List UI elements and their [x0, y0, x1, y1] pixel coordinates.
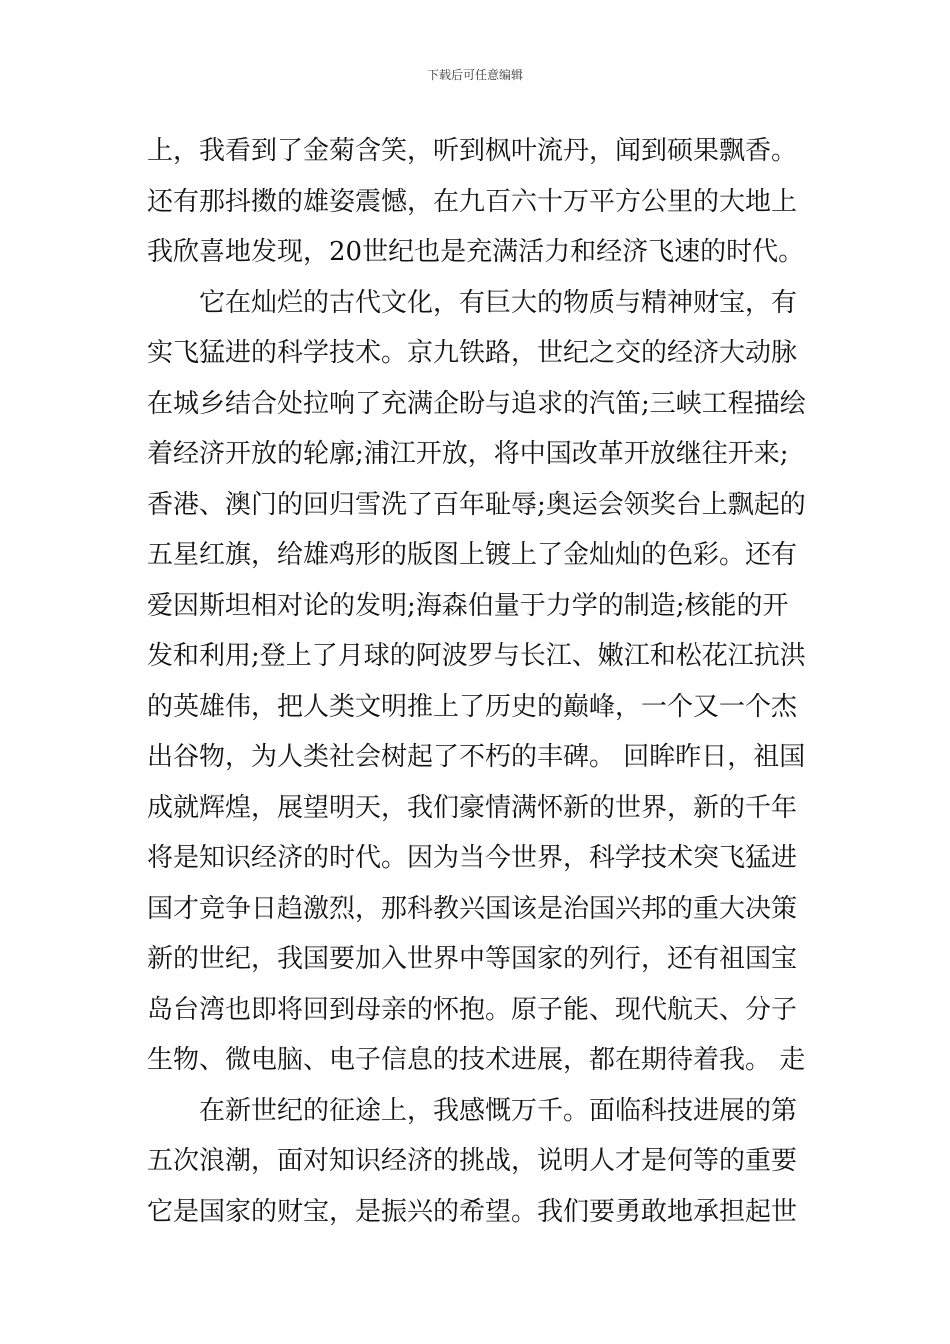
text-line: 我欣喜地发现，20世纪也是充满活力和经济飞速的时代。	[147, 237, 805, 267]
text-line: 成就辉煌，展望明天，我们豪情满怀新的世界，新的千年	[147, 792, 798, 823]
text-line: 它是国家的财宝，是振兴的希望。我们要勇敢地承担起世	[147, 1196, 798, 1227]
text-line: 还有那抖擞的雄姿震憾，在九百六十万平方公里的大地上	[147, 186, 798, 217]
text-line: 生物、微电脑、电子信息的技术进展，都在期待着我。 走	[147, 1045, 806, 1075]
text-line: 将是知识经济的时代。因为当今世界，科学技术突飞猛进	[147, 843, 798, 873]
text-line: 新的世纪，我国要加入世界中等国家的列行，还有祖国宝	[147, 944, 798, 974]
text-line: 国才竞争日趋激烈，那科教兴国该是治国兴邦的重大决策	[147, 893, 798, 924]
text-line: 实飞猛进的科学技术。京九铁路，世纪之交的经济大动脉	[147, 338, 798, 368]
text-line: 的英雄伟，把人类文明推上了历史的巅峰，一个又一个杰	[147, 691, 798, 722]
text-line: 爱因斯坦相对论的发明;海森伯量于力学的制造;核能的开	[147, 590, 789, 621]
text-line: 出谷物，为人类社会树起了不朽的丰碑。 回眸昨日，祖国	[147, 742, 806, 772]
text-line: 发和利用;登上了月球的阿波罗与长江、嫩江和松花江抗洪	[147, 641, 806, 671]
document-body	[147, 126, 812, 1237]
text-line: 五次浪潮，面对知识经济的挑战，说明人才是何等的重要	[147, 1146, 798, 1176]
text-line: 在城乡结合处拉响了充满企盼与追求的汽笛;三峡工程描绘	[147, 388, 806, 419]
text-line: 岛台湾也即将回到母亲的怀抱。原子能、现代航天、分子	[147, 994, 798, 1025]
text-line: 上，我看到了金菊含笑，听到枫叶流丹，闻到硕果飘香。	[147, 136, 798, 166]
text-line: 香港、澳门的回归雪洗了百年耻辱;奥运会领奖台上飘起的	[147, 489, 806, 520]
paragraph-first-line: 它在灿烂的古代文化，有巨大的物质与精神财宝，有	[199, 287, 798, 318]
page-header: 下载后可任意编辑	[426, 68, 523, 82]
paragraph-first-line: 在新世纪的征途上，我感慨万千。面临科技进展的第	[199, 1095, 798, 1126]
text-line: 着经济开放的轮廓;浦江开放，将中国改革开放继往开来;	[147, 439, 789, 469]
text-line: 五星红旗，给雄鸡形的版图上镀上了金灿灿的色彩。还有	[147, 540, 798, 570]
